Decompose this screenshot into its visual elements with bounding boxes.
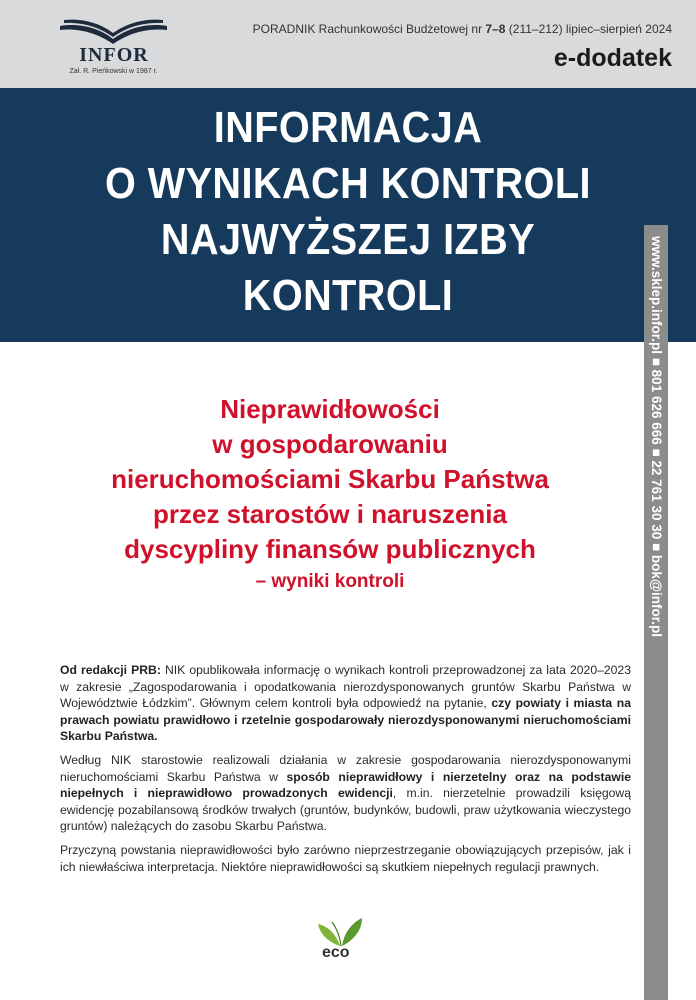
banner-title-line: INFORMACJA	[213, 103, 483, 152]
paragraph-emphasis: czy powiaty i miasta na prawach powiatu prawidłowo i rzetelnie gospodarowały nierozdysponowanymi nieruchomościami Skarbu Państwa.	[60, 696, 631, 744]
logo-wordmark: INFOR	[79, 44, 149, 66]
article-title-line: nieruchomościami Skarbu Państwa	[111, 464, 549, 494]
banner-title	[35, 100, 661, 324]
paragraph	[60, 662, 631, 745]
article-title-line: Nieprawidłowości	[220, 394, 440, 424]
eco-wordmark: eco	[322, 944, 350, 961]
article-title-line: dyscypliny finansów publicznych	[124, 534, 536, 564]
banner-title-line: NAJWYŻSZEJ IZBY	[160, 215, 536, 264]
article-subtitle: – wyniki kontroli	[255, 571, 405, 592]
issue-number: 7–8	[485, 22, 506, 36]
contact-info: www.sklep.infor.pl ■ 801 626 666 ■ 22 761 30 30 ■ bok@infor.pl	[649, 236, 664, 638]
eco-logo	[310, 912, 374, 976]
article-body	[60, 662, 631, 882]
paragraph-text: Przyczyną powstania nieprawidłowości było zarówno nieprzestrzeganie obowiązujących przepisów, jak i ich niewłaściwa interpretacja. Niektóre nieprawidłowości są skutkiem niepełnych regulacji prawnych.	[60, 842, 631, 874]
paragraph-emphasis: sposób nieprawidłowy i nierzetelny oraz na podstawie niepełnych i nieprawidłowo prowadzonych ewidencji	[60, 769, 631, 801]
article-title-line: przez starostów i naruszenia	[153, 499, 507, 529]
banner-title-line: O WYNIKACH KONTROLI	[105, 159, 591, 208]
paragraph-text: Według NIK starostowie realizowali działania w zakresie gospodarowania nierozdysponowanymi nieruchomościami Skarbu Państwa w	[60, 752, 631, 784]
banner-title-line: KONTROLI	[242, 271, 454, 320]
paragraph-text: , m.in. nierzetelnie prowadzili księgową ewidencję pozabilansową środków trwałych (gruntów, budynków, budowli, praw użytkowania wieczystego gruntów) należących do zasobu Skarbu Państwa.	[60, 786, 631, 834]
infor-logo	[56, 18, 171, 80]
paragraph	[60, 752, 631, 835]
paragraph	[60, 842, 631, 875]
issue-date: (211–212) lipiec–sierpień 2024	[505, 22, 672, 36]
publication-name: PORADNIK Rachunkowości Budżetowej nr	[252, 22, 486, 36]
paragraph-text: NIK opublikowała informację o wynikach kontroli przeprowadzonej za lata 2020–2023 w zakresie „Zagospodarowania i opodatkowania nierozdysponowanych gruntów Skarbu Państwa w Województwie Łódzkim”. Głównym celem kontroli była odpowiedź na pytanie,	[60, 663, 631, 711]
editor-lead: Od redakcji PRB:	[60, 663, 161, 677]
article-title-line: w gospodarowaniu	[212, 429, 448, 459]
article-title	[30, 392, 630, 597]
edition-label: e-dodatek	[553, 44, 672, 72]
logo-subtitle: Zał. R. Pieńkowski w 1987 r.	[69, 68, 158, 75]
issue-line	[253, 22, 672, 36]
